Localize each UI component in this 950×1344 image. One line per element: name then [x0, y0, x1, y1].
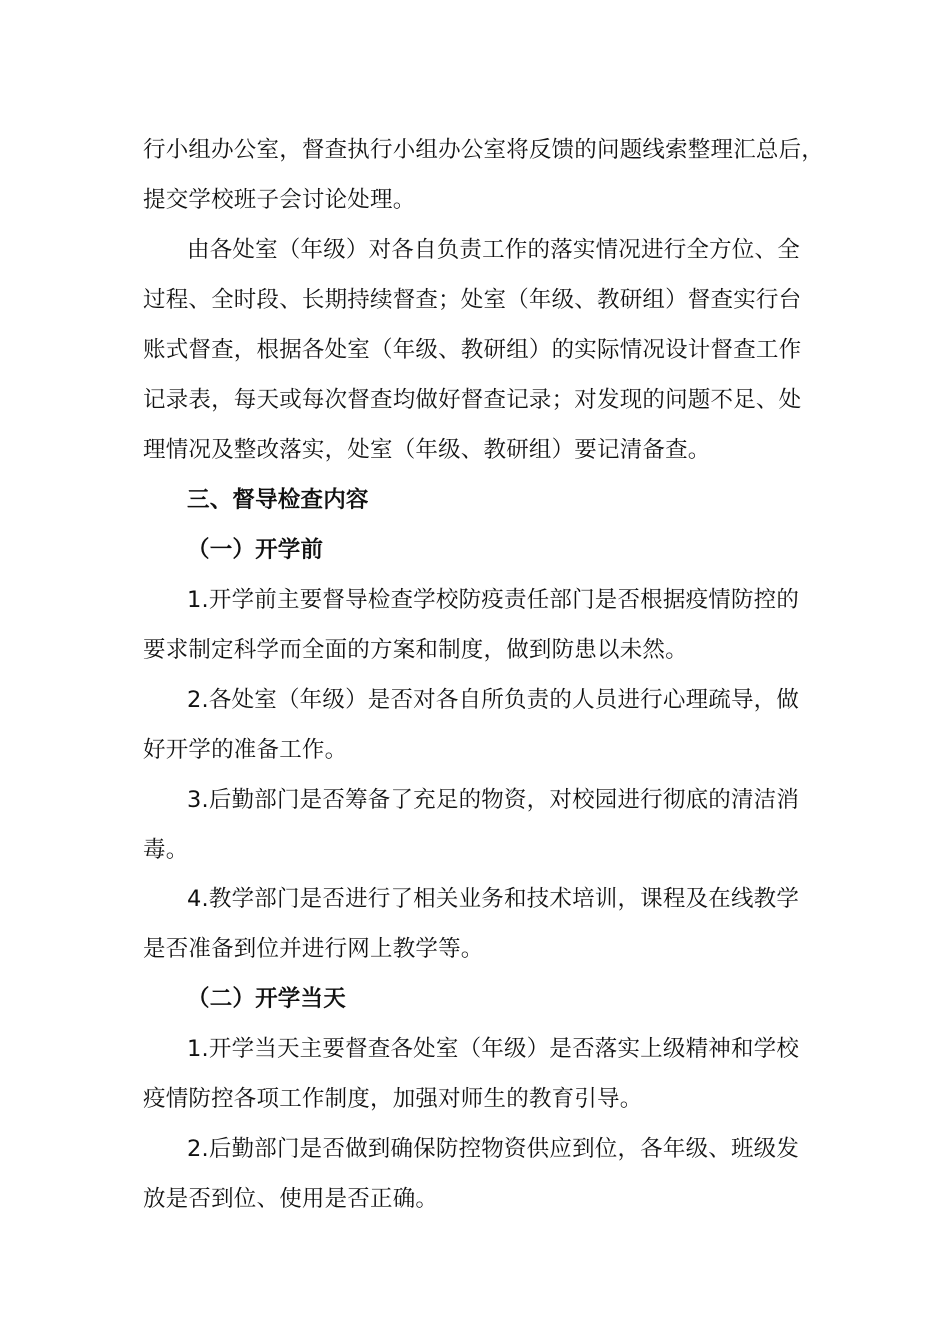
sub1-item-2-line-2: 好开学的准备工作。 — [143, 737, 348, 763]
paragraph-2-line-3: 账式督查，根据各处室（年级、教研组）的实际情况设计督查工作 — [143, 337, 802, 363]
sub1-item-2-line-1: 2.各处室（年级）是否对各自所负责的人员进行心理疏导，做 — [187, 687, 800, 713]
sub2-item-1-line-1: 1.开学当天主要督查各处室（年级）是否落实上级精神和学校 — [187, 1036, 800, 1062]
paragraph-1-line-2: 提交学校班子会讨论处理。 — [143, 187, 416, 213]
sub2-item-1-line-2: 疫情防控各项工作制度，加强对师生的教育引导。 — [143, 1086, 643, 1112]
sub1-item-3-line-2: 毒。 — [143, 837, 189, 863]
sub1-item-1-line-1: 1.开学前主要督导检查学校防疫责任部门是否根据疫情防控的 — [187, 587, 800, 613]
sub2-item-2-line-1: 2.后勤部门是否做到确保防控物资供应到位，各年级、班级发 — [187, 1136, 800, 1162]
subsection-2-heading: （二）开学当天 — [187, 986, 346, 1012]
sub1-item-3-line-1: 3.后勤部门是否筹备了充足的物资，对校园进行彻底的清洁消 — [187, 787, 800, 813]
sub1-item-1-line-2: 要求制定科学而全面的方案和制度，做到防患以未然。 — [143, 637, 688, 663]
paragraph-2-line-5: 理情况及整改落实，处室（年级、教研组）要记清备查。 — [143, 437, 711, 463]
sub2-item-2-line-2: 放是否到位、使用是否正确。 — [143, 1186, 439, 1212]
subsection-1-heading: （一）开学前 — [187, 537, 324, 563]
section-3-heading: 三、督导检查内容 — [187, 487, 369, 513]
sub1-item-4-line-1: 4.教学部门是否进行了相关业务和技术培训，课程及在线教学 — [187, 886, 800, 912]
paragraph-2-line-2: 过程、全时段、长期持续督查；处室（年级、教研组）督查实行台 — [143, 287, 802, 313]
paragraph-2-line-4: 记录表，每天或每次督查均做好督查记录；对发现的问题不足、处 — [143, 387, 802, 413]
paragraph-2-line-1: 由各处室（年级）对各自负责工作的落实情况进行全方位、全 — [187, 237, 800, 263]
sub1-item-4-line-2: 是否准备到位并进行网上教学等。 — [143, 936, 484, 962]
paragraph-1-line-1: 行小组办公室，督查执行小组办公室将反馈的问题线索整理汇总后， — [143, 137, 825, 163]
